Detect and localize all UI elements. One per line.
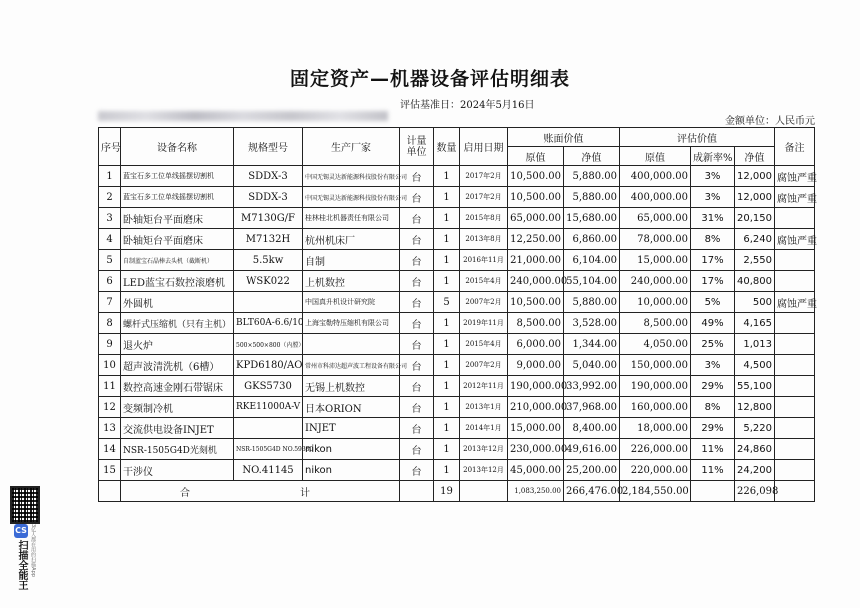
cell-appr-net: 12,800	[735, 397, 775, 418]
cell-maker: 常州市科沛达超声波工程设备有限公司	[303, 355, 400, 376]
cell-book-original: 15,000.00	[508, 418, 564, 439]
cell-appr-net: 6,240	[735, 229, 775, 250]
cell-book-net: 5,880.00	[564, 292, 620, 313]
cell-unit: 台	[400, 292, 434, 313]
scanner-brand: 扫描全能王	[16, 540, 27, 590]
cell-qty: 1	[434, 208, 460, 229]
cell-newness-rate: 17%	[691, 271, 735, 292]
cell-qty: 1	[434, 250, 460, 271]
cell-remark	[775, 250, 815, 271]
cell-no: 12	[99, 397, 121, 418]
cell-maker: 中国无锡灵达新能源科技股份有限公司	[303, 187, 400, 208]
cell-model: SDDX-3	[234, 187, 303, 208]
cell-newness-rate: 29%	[691, 418, 735, 439]
col-book-net: 净值	[564, 147, 620, 166]
cell-book-original: 10,500.00	[508, 166, 564, 187]
cell-remark	[775, 313, 815, 334]
col-maker: 生产厂家	[303, 128, 400, 166]
cell-date: 2013年1月	[460, 397, 508, 418]
cell-name: 数控高速金刚石带锯床	[121, 376, 234, 397]
cell-date: 2015年8月	[460, 208, 508, 229]
cell-no: 10	[99, 355, 121, 376]
cell-name: LED蓝宝石数控滚磨机	[121, 271, 234, 292]
cell-model: WSK022	[234, 271, 303, 292]
cell-book-net: 1,344.00	[564, 334, 620, 355]
cell-unit: 台	[400, 250, 434, 271]
table-row	[99, 250, 815, 271]
cell-book-net: 37,968.00	[564, 397, 620, 418]
cell-unit: 台	[400, 166, 434, 187]
cell-no: 11	[99, 376, 121, 397]
cell-qty: 5	[434, 292, 460, 313]
cell-newness-rate: 3%	[691, 166, 735, 187]
cell-remark	[775, 418, 815, 439]
col-appraised-value: 评估价值	[620, 128, 775, 147]
col-name: 设备名称	[121, 128, 234, 166]
cell-date: 2013年12月	[460, 460, 508, 481]
table-row	[99, 397, 815, 418]
cell-maker: nikon	[303, 460, 400, 481]
table-row	[99, 376, 815, 397]
cell-unit: 台	[400, 376, 434, 397]
cell-no: 6	[99, 271, 121, 292]
cell-name: 干涉仪	[121, 460, 234, 481]
cell-remark	[775, 355, 815, 376]
cell-appr-original: 226,000.00	[620, 439, 691, 460]
cell-model	[234, 292, 303, 313]
cell-date: 2019年11月	[460, 313, 508, 334]
cell-no: 15	[99, 460, 121, 481]
cell-appr-original: 190,000.00	[620, 376, 691, 397]
total-appr-net: 226,098	[735, 481, 775, 502]
cell-newness-rate: 29%	[691, 376, 735, 397]
cell-appr-original: 220,000.00	[620, 460, 691, 481]
cell-qty: 1	[434, 229, 460, 250]
cell-unit: 台	[400, 271, 434, 292]
cell-appr-original: 18,000.00	[620, 418, 691, 439]
cell-book-original: 230,000.00	[508, 439, 564, 460]
cell-no: 5	[99, 250, 121, 271]
cell-appr-net: 4,165	[735, 313, 775, 334]
cell-book-original: 21,000.00	[508, 250, 564, 271]
table-row	[99, 166, 815, 187]
cell-book-net: 33,992.00	[564, 376, 620, 397]
cell-model: NSR-1505G4D NO.59380	[234, 439, 303, 460]
cell-book-net: 5,040.00	[564, 355, 620, 376]
cell-no: 7	[99, 292, 121, 313]
cell-model: M7132H	[234, 229, 303, 250]
cell-name: 退火炉	[121, 334, 234, 355]
cell-newness-rate: 8%	[691, 229, 735, 250]
cell-book-net: 6,104.00	[564, 250, 620, 271]
cell-appr-net: 2,550	[735, 250, 775, 271]
cell-maker: 无锡上机数控	[303, 376, 400, 397]
total-appr-original: 2,184,550.00	[620, 481, 691, 502]
cell-book-original: 8,500.00	[508, 313, 564, 334]
table-row	[99, 187, 815, 208]
cell-qty: 1	[434, 397, 460, 418]
cell-maker: 杭州机床厂	[303, 229, 400, 250]
cell-remark	[775, 271, 815, 292]
col-no: 序号	[99, 128, 121, 166]
cell-appr-net: 40,800	[735, 271, 775, 292]
cell-appr-net: 1,013	[735, 334, 775, 355]
cell-model: 500×500×800（内膛）	[234, 334, 303, 355]
col-qty: 数量	[434, 128, 460, 166]
cell-appr-net: 4,500	[735, 355, 775, 376]
cell-no: 3	[99, 208, 121, 229]
cell-maker: 上机数控	[303, 271, 400, 292]
cell-date: 2017年2月	[460, 166, 508, 187]
cell-appr-net: 5,220	[735, 418, 775, 439]
cell-remark	[775, 208, 815, 229]
cell-book-net: 55,104.00	[564, 271, 620, 292]
cell-model	[234, 418, 303, 439]
cell-date: 2015年4月	[460, 271, 508, 292]
cell-book-original: 210,000.00	[508, 397, 564, 418]
cell-remark	[775, 397, 815, 418]
cell-book-original: 45,000.00	[508, 460, 564, 481]
col-appr-original: 原值	[620, 147, 691, 166]
cell-appr-net: 24,200	[735, 460, 775, 481]
cell-appr-original: 150,000.00	[620, 355, 691, 376]
cell-date: 2015年4月	[460, 334, 508, 355]
cell-unit: 台	[400, 460, 434, 481]
cell-newness-rate: 8%	[691, 397, 735, 418]
cell-qty: 1	[434, 355, 460, 376]
cell-remark: 腐蚀严重	[775, 166, 815, 187]
cell-qty: 1	[434, 376, 460, 397]
cell-book-original: 12,250.00	[508, 229, 564, 250]
cell-appr-net: 12,000	[735, 166, 775, 187]
table-row	[99, 271, 815, 292]
cell-appr-net: 500	[735, 292, 775, 313]
cell-unit: 台	[400, 397, 434, 418]
cell-name: 卧轴矩台平面磨床	[121, 208, 234, 229]
cell-book-net: 5,880.00	[564, 166, 620, 187]
cell-book-original: 10,500.00	[508, 292, 564, 313]
cell-date: 2016年11月	[460, 250, 508, 271]
col-appr-net: 净值	[735, 147, 775, 166]
cell-name: 交流供电设备INJET	[121, 418, 234, 439]
cell-name: 螺杆式压缩机（只有主机）	[121, 313, 234, 334]
cell-book-net: 49,616.00	[564, 439, 620, 460]
col-remark: 备注	[775, 128, 815, 166]
total-qty: 19	[434, 481, 460, 502]
total-row	[99, 481, 815, 502]
cell-appr-original: 4,050.00	[620, 334, 691, 355]
col-start-date: 启用日期	[460, 128, 508, 166]
cell-unit: 台	[400, 439, 434, 460]
cell-unit: 台	[400, 187, 434, 208]
cell-maker: 桂林桂北机器责任有限公司	[303, 208, 400, 229]
cell-model: M7130G/F	[234, 208, 303, 229]
cell-model: SDDX-3	[234, 166, 303, 187]
cell-newness-rate: 11%	[691, 439, 735, 460]
cell-name: 变频制冷机	[121, 397, 234, 418]
cell-date: 2007年2月	[460, 292, 508, 313]
cell-model: BLT60A-6.6/10	[234, 313, 303, 334]
cell-no: 14	[99, 439, 121, 460]
table-row	[99, 439, 815, 460]
col-book-original: 原值	[508, 147, 564, 166]
cell-book-original: 9,000.00	[508, 355, 564, 376]
cell-book-net: 25,200.00	[564, 460, 620, 481]
cell-remark	[775, 334, 815, 355]
cell-newness-rate: 49%	[691, 313, 735, 334]
cell-appr-net: 55,100	[735, 376, 775, 397]
qr-code-icon	[10, 486, 40, 524]
total-book-original: 1,083,250.00	[508, 481, 564, 502]
cell-name: 卧轴矩台平面磨床	[121, 229, 234, 250]
cell-book-original: 10,500.00	[508, 187, 564, 208]
cell-no: 8	[99, 313, 121, 334]
cell-name: 外圆机	[121, 292, 234, 313]
redacted-company-name	[98, 111, 388, 121]
cell-book-original: 65,000.00	[508, 208, 564, 229]
total-book-net: 266,476.00	[564, 481, 620, 502]
cell-newness-rate: 5%	[691, 292, 735, 313]
table-row	[99, 313, 815, 334]
cell-maker	[303, 334, 400, 355]
cell-appr-net: 20,150	[735, 208, 775, 229]
cell-newness-rate: 31%	[691, 208, 735, 229]
cell-appr-original: 15,000.00	[620, 250, 691, 271]
cell-book-original: 240,000.00	[508, 271, 564, 292]
document-title: 固定资产—机器设备评估明细表	[289, 68, 570, 90]
cell-name: 超声波清洗机（6槽）	[121, 355, 234, 376]
cell-qty: 1	[434, 313, 460, 334]
cell-appr-original: 400,000.00	[620, 166, 691, 187]
col-model: 规格型号	[234, 128, 303, 166]
cell-remark: 腐蚀严重	[775, 187, 815, 208]
cell-model: RKE11000A-V	[234, 397, 303, 418]
table-row	[99, 229, 815, 250]
equipment-table	[98, 127, 815, 502]
cell-model: NO.41145	[234, 460, 303, 481]
cell-qty: 1	[434, 271, 460, 292]
camscanner-logo-icon: CS	[14, 524, 28, 538]
cell-maker: 日本ORION	[303, 397, 400, 418]
cell-date: 2017年2月	[460, 187, 508, 208]
cell-book-net: 3,528.00	[564, 313, 620, 334]
cell-appr-original: 10,000.00	[620, 292, 691, 313]
cell-model: 5.5kw	[234, 250, 303, 271]
cell-appr-original: 65,000.00	[620, 208, 691, 229]
table-row	[99, 418, 815, 439]
cell-date: 2012年11月	[460, 376, 508, 397]
cell-remark	[775, 439, 815, 460]
col-book-value: 账面价值	[508, 128, 620, 147]
cell-newness-rate: 3%	[691, 187, 735, 208]
cell-appr-original: 78,000.00	[620, 229, 691, 250]
cell-qty: 1	[434, 166, 460, 187]
valuation-base-date: 评估基准日：2024年5月16日	[400, 100, 535, 111]
cell-newness-rate: 3%	[691, 355, 735, 376]
cell-no: 13	[99, 418, 121, 439]
cell-remark	[775, 460, 815, 481]
table-row	[99, 460, 815, 481]
total-label: 合 计	[121, 481, 400, 502]
cell-appr-original: 400,000.00	[620, 187, 691, 208]
cell-appr-original: 160,000.00	[620, 397, 691, 418]
cell-newness-rate: 11%	[691, 460, 735, 481]
cell-appr-net: 24,860	[735, 439, 775, 460]
cell-maker: 上海宝勒特压缩机有限公司	[303, 313, 400, 334]
cell-book-net: 5,880.00	[564, 187, 620, 208]
cell-qty: 1	[434, 334, 460, 355]
table-row	[99, 355, 815, 376]
cell-date: 2013年8月	[460, 229, 508, 250]
cell-no: 2	[99, 187, 121, 208]
col-newness-rate: 成新率%	[691, 147, 735, 166]
cell-no: 1	[99, 166, 121, 187]
cell-newness-rate: 25%	[691, 334, 735, 355]
cell-date: 2014年1月	[460, 418, 508, 439]
cell-remark: 腐蚀严重	[775, 292, 815, 313]
cell-name: 蓝宝石多工位单线摇摆切割机	[121, 166, 234, 187]
cell-remark: 腐蚀严重	[775, 229, 815, 250]
cell-remark	[775, 376, 815, 397]
cell-book-original: 6,000.00	[508, 334, 564, 355]
table-row	[99, 208, 815, 229]
cell-qty: 1	[434, 187, 460, 208]
col-unit: 计量单位	[400, 128, 434, 166]
cell-book-net: 6,860.00	[564, 229, 620, 250]
cell-name: 蓝宝石多工位单线摇摆切割机	[121, 187, 234, 208]
cell-unit: 台	[400, 313, 434, 334]
cell-book-net: 15,680.00	[564, 208, 620, 229]
cell-unit: 台	[400, 208, 434, 229]
cell-no: 4	[99, 229, 121, 250]
cell-maker: INJET	[303, 418, 400, 439]
cell-appr-original: 8,500.00	[620, 313, 691, 334]
cell-appr-net: 12,000	[735, 187, 775, 208]
cell-model: KPD6180/AO	[234, 355, 303, 376]
cell-maker: nikon	[303, 439, 400, 460]
cell-book-net: 8,400.00	[564, 418, 620, 439]
cell-appr-original: 240,000.00	[620, 271, 691, 292]
cell-name: 自制蓝宝石晶棒去头机（截断机）	[121, 250, 234, 271]
cell-unit: 台	[400, 229, 434, 250]
cell-unit: 台	[400, 418, 434, 439]
cell-model: GKS5730	[234, 376, 303, 397]
currency-unit: 金额单位：人民币元	[725, 116, 815, 127]
cell-no: 9	[99, 334, 121, 355]
cell-unit: 台	[400, 355, 434, 376]
cell-newness-rate: 17%	[691, 250, 735, 271]
cell-qty: 1	[434, 418, 460, 439]
scanner-tagline: 3亿人都在用的扫描App	[30, 524, 36, 577]
cell-qty: 1	[434, 460, 460, 481]
table-row	[99, 334, 815, 355]
cell-qty: 1	[434, 439, 460, 460]
table-row	[99, 292, 815, 313]
cell-maker: 中国无锡灵达新能源科技股份有限公司	[303, 166, 400, 187]
cell-unit: 台	[400, 334, 434, 355]
cell-date: 2007年2月	[460, 355, 508, 376]
cell-maker: 中国真升机设计研究院	[303, 292, 400, 313]
cell-maker: 自制	[303, 250, 400, 271]
cell-name: NSR-1505G4D光刻机	[121, 439, 234, 460]
cell-book-original: 190,000.00	[508, 376, 564, 397]
cell-date: 2013年12月	[460, 439, 508, 460]
